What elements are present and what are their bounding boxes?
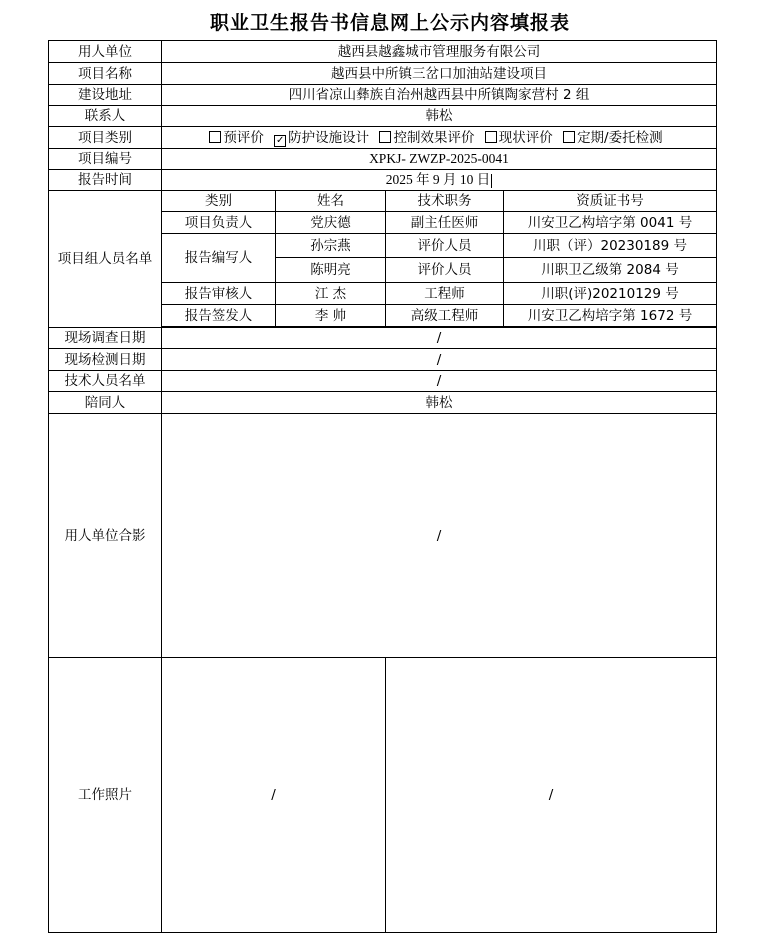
reviewer-name: 江 杰 — [276, 283, 386, 305]
info-form-table — [48, 40, 717, 933]
text-cursor — [491, 174, 492, 188]
issuer-category: 报告签发人 — [162, 305, 276, 327]
tech-staff-label: 技术人员名单 — [49, 371, 162, 392]
team-header-name: 姓名 — [276, 191, 386, 212]
row-employer — [49, 41, 717, 63]
group-photo-value: / — [162, 414, 717, 658]
team-header-cert: 资质证书号 — [504, 191, 717, 212]
issuer-name: 李 帅 — [276, 305, 386, 327]
reviewer-title: 工程师 — [386, 283, 504, 305]
row-project-type — [49, 127, 717, 149]
leader-cert: 川安卫乙构培字第 0041 号 — [504, 212, 717, 234]
report-date-value: 2025 年 9 月 10 日 — [385, 172, 491, 187]
issuer-cert: 川安卫乙构培字第 1672 号 — [504, 305, 717, 327]
leader-name: 党庆德 — [276, 212, 386, 234]
companion-label: 陪同人 — [49, 392, 162, 414]
project-name-value: 越西县中所镇三岔口加油站建设项目 — [162, 63, 717, 85]
group-photo-label: 用人单位合影 — [49, 414, 162, 658]
writer-1-name: 孙宗燕 — [276, 234, 386, 258]
project-no-label: 项目编号 — [49, 149, 162, 170]
row-address — [49, 85, 717, 106]
companion-value: 韩松 — [162, 392, 717, 414]
reviewer-category: 报告审核人 — [162, 283, 276, 305]
checkbox-icon[interactable] — [485, 131, 497, 143]
project-no-value: XPKJ- ZWZP-2025-0041 — [162, 149, 717, 170]
writer-2-cert: 川职卫乙级第 2084 号 — [504, 258, 717, 283]
writer-1-cert: 川职（评）20230189 号 — [504, 234, 717, 258]
leader-category: 项目负责人 — [162, 212, 276, 234]
row-companion — [49, 392, 717, 414]
row-work-photos — [49, 658, 717, 933]
row-group-photo — [49, 414, 717, 658]
row-test-date — [49, 349, 717, 371]
writer-1-title: 评价人员 — [386, 234, 504, 258]
row-project-name — [49, 63, 717, 85]
report-date-label: 报告时间 — [49, 170, 162, 191]
option-protection-design[interactable]: ✓ 防护设施设计 — [275, 129, 370, 146]
report-date-cell — [162, 170, 717, 191]
contact-value: 韩松 — [162, 106, 717, 127]
test-date-label: 现场检测日期 — [49, 349, 162, 371]
option-control-effect[interactable]: 控制效果评价 — [379, 130, 474, 146]
work-photo-right: / — [386, 658, 717, 933]
checkbox-icon[interactable] — [563, 131, 575, 143]
option-periodic-testing[interactable]: 定期/委托检测 — [563, 130, 663, 146]
writer-2-title: 评价人员 — [386, 258, 504, 283]
row-project-no — [49, 149, 717, 170]
writer-2-name: 陈明亮 — [276, 258, 386, 283]
issuer-title: 高级工程师 — [386, 305, 504, 327]
team-label: 项目组人员名单 — [49, 191, 162, 328]
team-header-title: 技术职务 — [386, 191, 504, 212]
row-contact — [49, 106, 717, 127]
leader-title: 副主任医师 — [386, 212, 504, 234]
team-header-category: 类别 — [162, 191, 276, 212]
work-photo-left: / — [162, 658, 386, 933]
checkbox-icon[interactable] — [379, 131, 391, 143]
address-value: 四川省凉山彝族自治州越西县中所镇陶家营村 2 组 — [162, 85, 717, 106]
survey-date-label: 现场调查日期 — [49, 328, 162, 349]
page-title: 职业卫生报告书信息网上公示内容填报表 — [209, 12, 570, 34]
work-photos-label: 工作照片 — [49, 658, 162, 933]
test-date-value: / — [162, 349, 717, 371]
survey-date-value: / — [162, 328, 717, 349]
project-type-label: 项目类别 — [49, 127, 162, 149]
row-report-date — [49, 170, 717, 191]
contact-label: 联系人 — [49, 106, 162, 127]
tech-staff-value: / — [162, 371, 717, 392]
project-name-label: 项目名称 — [49, 63, 162, 85]
reviewer-cert: 川职(评)20210129 号 — [504, 283, 717, 305]
writers-category: 报告编写人 — [162, 234, 276, 283]
row-tech-staff — [49, 371, 717, 392]
project-type-options — [162, 127, 717, 149]
checkbox-icon[interactable] — [209, 131, 221, 143]
employer-value: 越西县越鑫城市管理服务有限公司 — [162, 41, 717, 63]
checked-checkbox-icon[interactable]: ✓ — [275, 134, 285, 146]
option-status-evaluation[interactable]: 现状评价 — [485, 130, 553, 146]
address-label: 建设地址 — [49, 85, 162, 106]
option-pre-evaluation[interactable]: 预评价 — [209, 130, 264, 146]
row-survey-date — [49, 328, 717, 349]
employer-label: 用人单位 — [49, 41, 162, 63]
team-header-row — [49, 191, 717, 212]
